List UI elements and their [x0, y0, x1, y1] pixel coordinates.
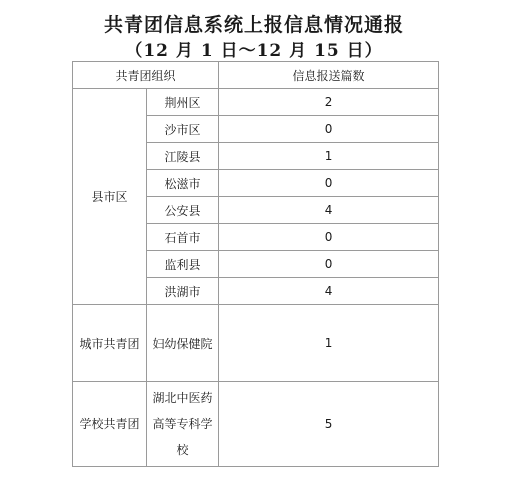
table-row: [73, 382, 439, 467]
org-name: 江陵县: [147, 143, 219, 170]
header-org: 共青团组织: [73, 62, 219, 89]
group-label-school: 学校共青团: [73, 382, 147, 467]
org-name: 沙市区: [147, 116, 219, 143]
table-row: [73, 305, 439, 382]
org-name: 松滋市: [147, 170, 219, 197]
org-name: 公安县: [147, 197, 219, 224]
report-count: 1: [219, 143, 439, 170]
report-count: 0: [219, 224, 439, 251]
org-name: 洪湖市: [147, 278, 219, 305]
report-count: 0: [219, 170, 439, 197]
org-name: 湖北中医药 高等专科学 校: [147, 382, 219, 467]
report-count: 5: [219, 382, 439, 467]
report-count: 0: [219, 251, 439, 278]
report-title: 共青团信息系统上报信息情况通报: [103, 14, 404, 36]
group-label-city: 城市共青团: [73, 305, 147, 382]
table-row: [73, 89, 439, 116]
report-count: 4: [219, 278, 439, 305]
header-count: 信息报送篇数: [219, 62, 439, 89]
report-count: 1: [219, 305, 439, 382]
header-row: [73, 62, 439, 89]
report-count: 2: [219, 89, 439, 116]
report-date-range: （12 月 1 日～12 月 15 日）: [125, 41, 383, 61]
org-name: 荆州区: [147, 89, 219, 116]
group-label-county: 县市区: [73, 89, 147, 305]
org-name: 妇幼保健院: [147, 305, 219, 382]
org-name: 监利县: [147, 251, 219, 278]
report-count: 4: [219, 197, 439, 224]
org-name: 石首市: [147, 224, 219, 251]
report-table: [72, 61, 439, 467]
report-count: 0: [219, 116, 439, 143]
